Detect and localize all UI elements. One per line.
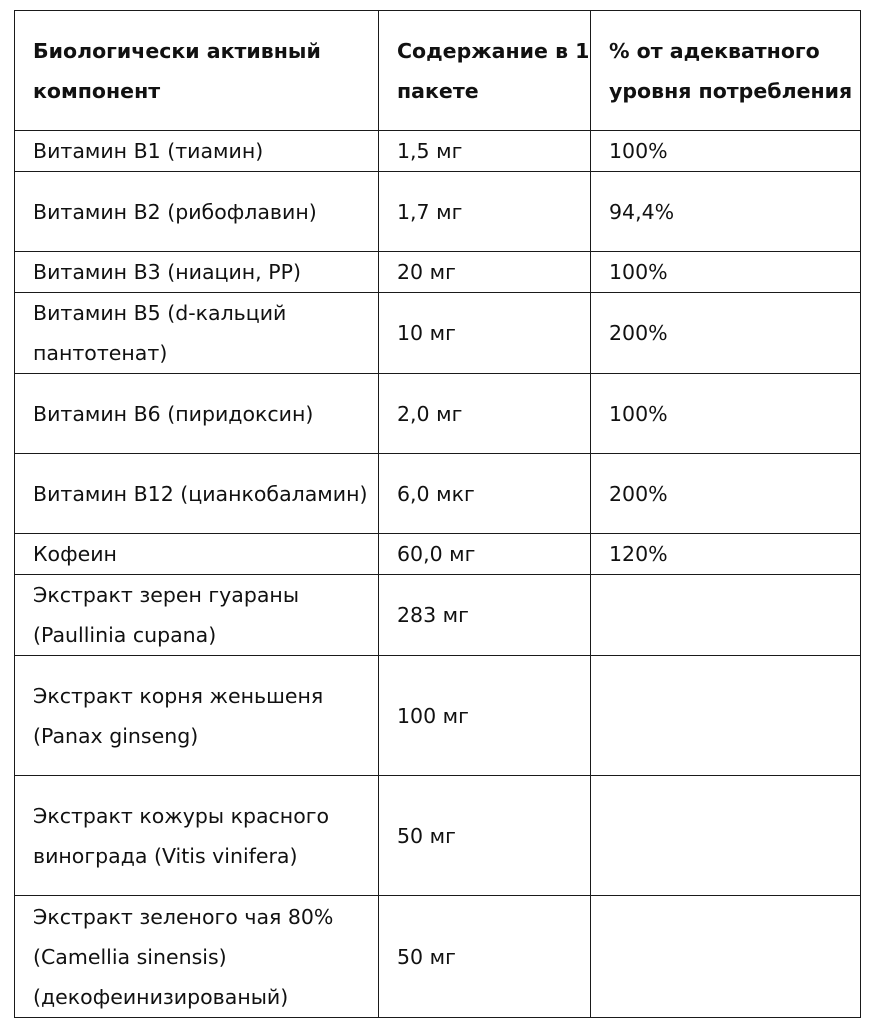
amount-cell: 2,0 мг [379, 374, 591, 454]
amount-cell: 50 мг [379, 896, 591, 1018]
percent-cell [591, 575, 861, 656]
component-cell: Витамин В12 (цианкобаламин) [15, 454, 379, 534]
amount-cell: 10 мг [379, 293, 591, 374]
amount-cell: 100 мг [379, 656, 591, 776]
header-percent: % от адекватного уровня потребления [591, 11, 861, 131]
table-row [15, 896, 861, 1018]
table-row [15, 575, 861, 656]
amount-cell: 60,0 мг [379, 534, 591, 575]
table-row [15, 374, 861, 454]
amount-cell: 50 мг [379, 776, 591, 896]
component-cell: Витамин В2 (рибофлавин) [15, 172, 379, 252]
amount-cell: 6,0 мкг [379, 454, 591, 534]
table-row [15, 776, 861, 896]
component-cell: Экстракт кожуры красного винограда (Vitis vinifera) [15, 776, 379, 896]
percent-cell: 100% [591, 131, 861, 172]
percent-cell [591, 656, 861, 776]
amount-cell: 1,5 мг [379, 131, 591, 172]
table-row [15, 293, 861, 374]
percent-cell: 120% [591, 534, 861, 575]
header-component: Биологически активный компонент [15, 11, 379, 131]
percent-cell: 100% [591, 252, 861, 293]
percent-cell: 200% [591, 293, 861, 374]
percent-cell: 200% [591, 454, 861, 534]
header-row [15, 11, 861, 131]
percent-cell [591, 896, 861, 1018]
table-row [15, 252, 861, 293]
component-cell: Экстракт корня женьшеня (Panax ginseng) [15, 656, 379, 776]
table-row [15, 656, 861, 776]
component-cell: Витамин В3 (ниацин, РР) [15, 252, 379, 293]
amount-cell: 1,7 мг [379, 172, 591, 252]
table-row [15, 454, 861, 534]
component-cell: Экстракт зеленого чая 80% (Camellia sinensis) (декофеинизированый) [15, 896, 379, 1018]
table-row [15, 131, 861, 172]
percent-cell: 94,4% [591, 172, 861, 252]
component-cell: Витамин В5 (d-кальций пантотенат) [15, 293, 379, 374]
amount-cell: 283 мг [379, 575, 591, 656]
component-cell: Витамин В1 (тиамин) [15, 131, 379, 172]
amount-cell: 20 мг [379, 252, 591, 293]
component-cell: Витамин В6 (пиридоксин) [15, 374, 379, 454]
percent-cell [591, 776, 861, 896]
percent-cell: 100% [591, 374, 861, 454]
table-row [15, 534, 861, 575]
component-cell: Кофеин [15, 534, 379, 575]
component-cell: Экстракт зерен гуараны (Paullinia cupana) [15, 575, 379, 656]
nutrition-table [14, 10, 861, 1018]
header-amount: Содержание в 1 пакете [379, 11, 591, 131]
table-row [15, 172, 861, 252]
